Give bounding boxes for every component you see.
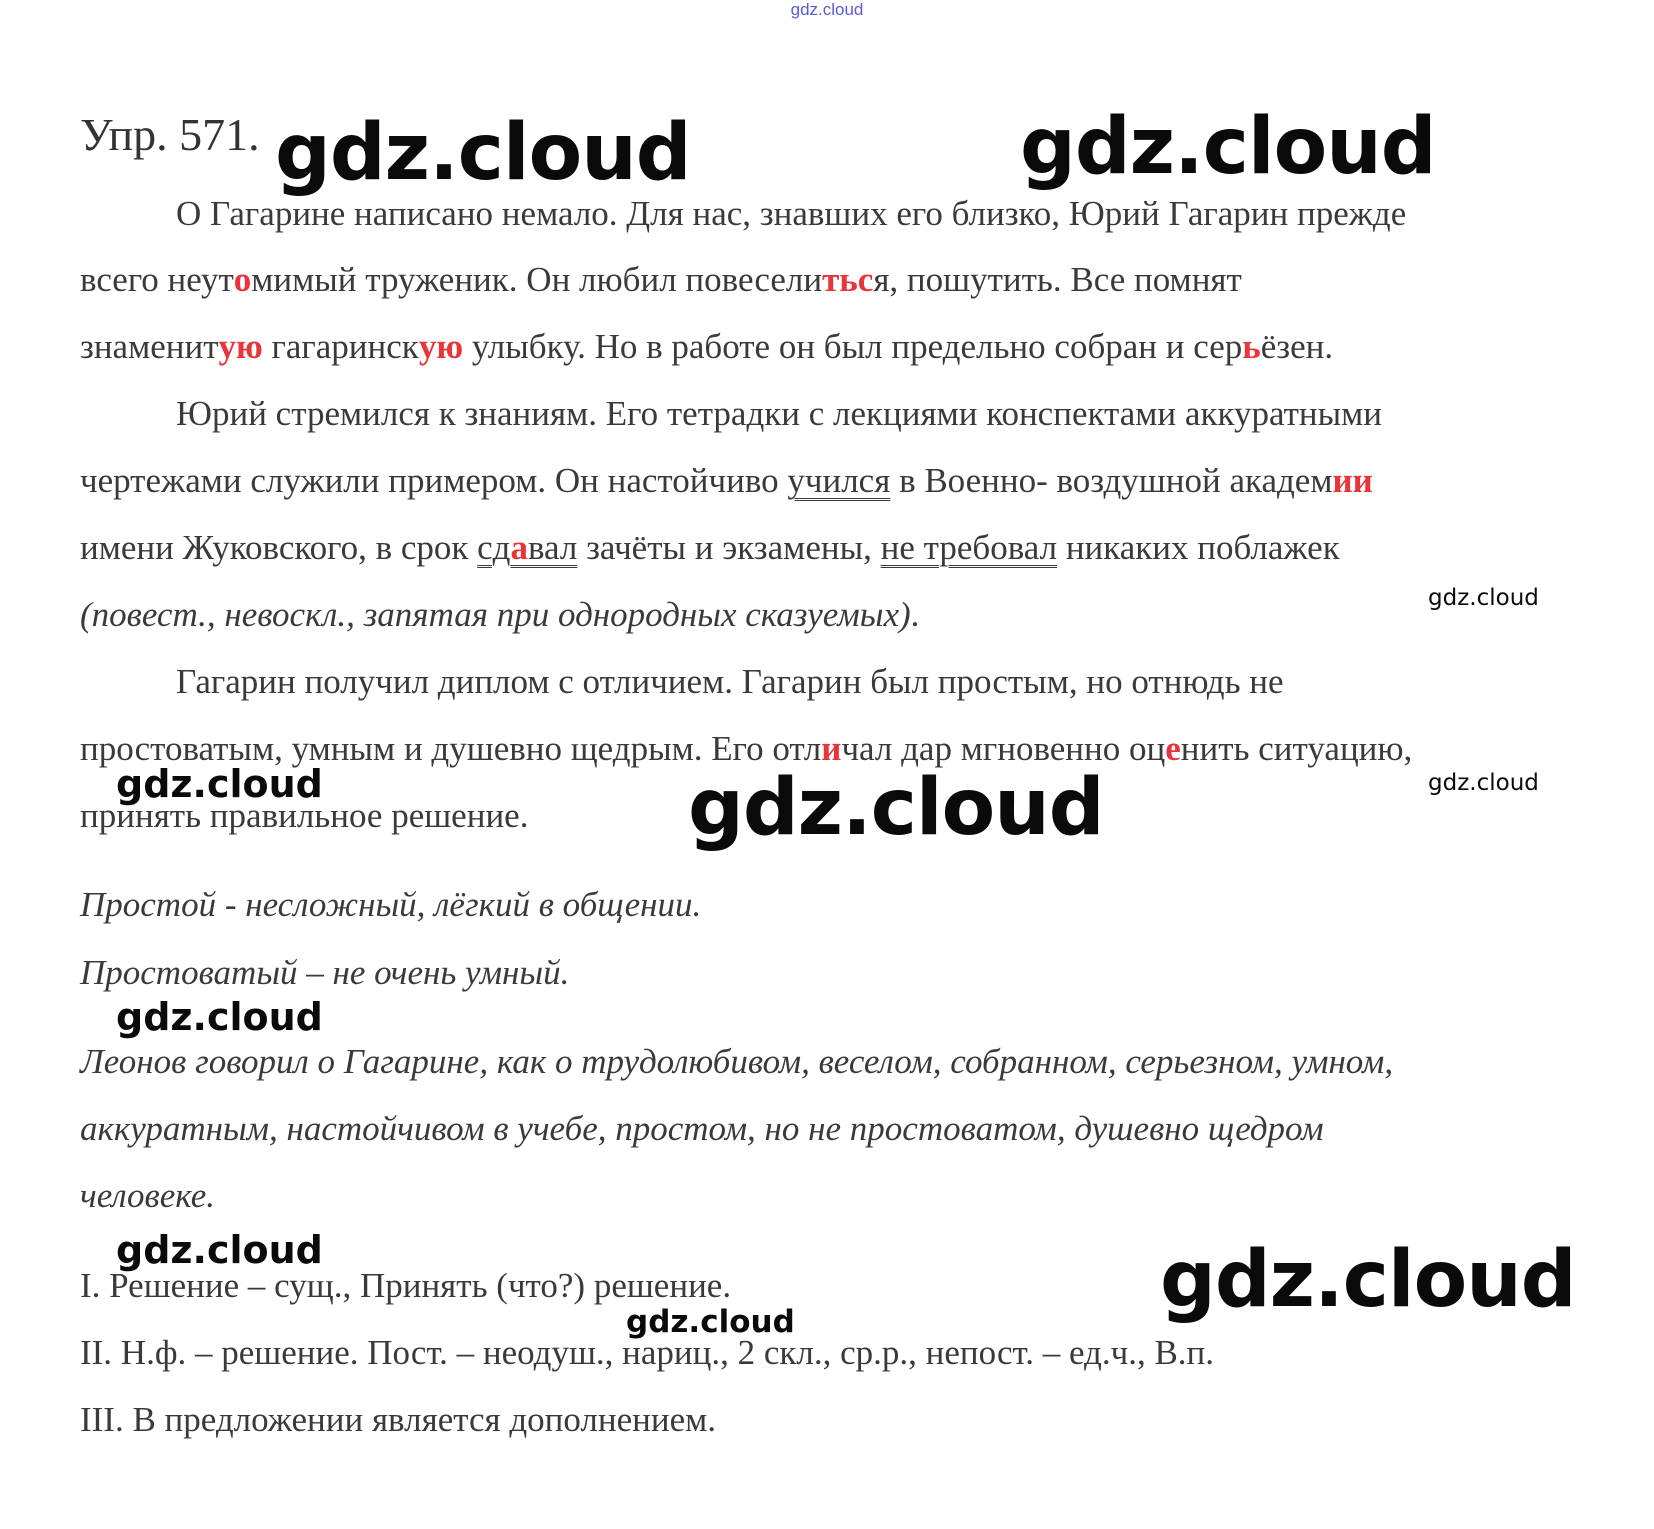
text-segment: гагаринск (262, 327, 419, 366)
text-segment: . (910, 595, 920, 634)
text-segment: имени Жуковского, в срок (80, 528, 478, 567)
paragraph-3-line-3: принять правильное решение. (80, 796, 529, 835)
text-segment: чал дар мгновенно оц (841, 729, 1166, 768)
text-segment: в Военно- воздушной академ (890, 461, 1333, 500)
text-segment: никаких поблажек (1057, 528, 1340, 567)
watermark: gdz.cloud (1160, 1235, 1576, 1325)
watermark: gdz.cloud (275, 108, 691, 198)
paragraph-2-line-3 (80, 526, 1340, 570)
parse-step-3: III. В предложении является дополнением. (80, 1400, 717, 1439)
watermark: gdz.cloud (688, 763, 1104, 853)
watermark: gdz.cloud (1020, 102, 1436, 192)
text-segment: всего неут (80, 260, 234, 299)
text-segment: улыбку. Но в работе он был предельно собран и сер (463, 327, 1243, 366)
predicate-underlined: учился (787, 461, 891, 500)
text-segment: нить ситуацию, (1180, 729, 1413, 768)
text-segment: чертежами служили примером. Он настойчиво (80, 461, 788, 500)
highlight-letter: о (233, 260, 252, 299)
highlight-letter: а (510, 528, 528, 567)
exercise-title: Упр. 571. (80, 109, 260, 160)
text-segment: я, пошутить. Все помнят (873, 260, 1242, 299)
watermark: gdz.cloud (116, 762, 323, 806)
paragraph-1-line-1: О Гагарине написано немало. Для нас, знавших его близко, Юрий Гагарин прежде (176, 194, 1407, 233)
leonov-line-2: аккуратным, настойчивом в учебе, простом, но не простоватом, душевно щедром (80, 1109, 1324, 1148)
watermark: gdz.cloud (116, 1228, 323, 1272)
parse-step-2: II. Н.ф. – решение. Пост. – неодуш., нариц., 2 скл., ср.р., непост. – ед.ч., В.п. (80, 1333, 1215, 1372)
text-segment: зачёты и экзамены, (577, 528, 881, 567)
definition-prostoy: Простой - несложный, лёгкий в общении. (80, 885, 702, 924)
definition-prostovatyy: Простоватый – не очень умный. (80, 953, 570, 992)
source-label[interactable]: gdz.cloud (790, 0, 864, 19)
sentence-analysis-note: (повест., невоскл., запятая при однородных сказуемых) (80, 595, 911, 634)
paragraph-2-line-1: Юрий стремился к знаниям. Его тетрадки с лекциями конспектами аккуратными (176, 394, 1383, 433)
paragraph-1-line-2 (80, 258, 1242, 302)
highlight-letter: ую (218, 327, 263, 366)
paragraph-2-line-4 (80, 593, 919, 637)
parse-step-1: I. Решение – сущ., Принять (что?) решение. (80, 1266, 732, 1305)
watermark: gdz.cloud (116, 995, 323, 1039)
predicate-underlined (477, 528, 577, 567)
text-segment: мимый труженик. Он любил повесели (251, 260, 823, 299)
highlight-letter: тьс (822, 260, 874, 299)
text-segment: вал (527, 528, 578, 567)
predicate-underlined: не требовал (880, 528, 1058, 567)
highlight-letter: и (821, 729, 842, 768)
watermark: gdz.cloud (1428, 585, 1539, 611)
highlight-letter: ии (1332, 461, 1373, 500)
leonov-line-1: Леонов говорил о Гагарине, как о трудолюбивом, веселом, собранном, серьезном, умном, (80, 1042, 1394, 1081)
text-segment: ёзен. (1260, 327, 1334, 366)
watermark: gdz.cloud (1428, 770, 1539, 796)
paragraph-1-line-3 (80, 325, 1333, 369)
paragraph-2-line-2 (80, 459, 1373, 503)
text-segment: знаменит (80, 327, 219, 366)
text-segment: простоватым, умным и душевно щедрым. Его отл (80, 729, 822, 768)
leonov-line-3: человеке. (80, 1176, 216, 1215)
text-segment: сд (477, 528, 511, 567)
paragraph-3-line-1: Гагарин получил диплом с отличием. Гагарин был простым, но отнюдь не (176, 662, 1284, 701)
highlight-letter: е (1165, 729, 1181, 768)
highlight-letter: ь (1242, 327, 1261, 366)
watermark: gdz.cloud (626, 1304, 795, 1340)
highlight-letter: ую (418, 327, 464, 366)
